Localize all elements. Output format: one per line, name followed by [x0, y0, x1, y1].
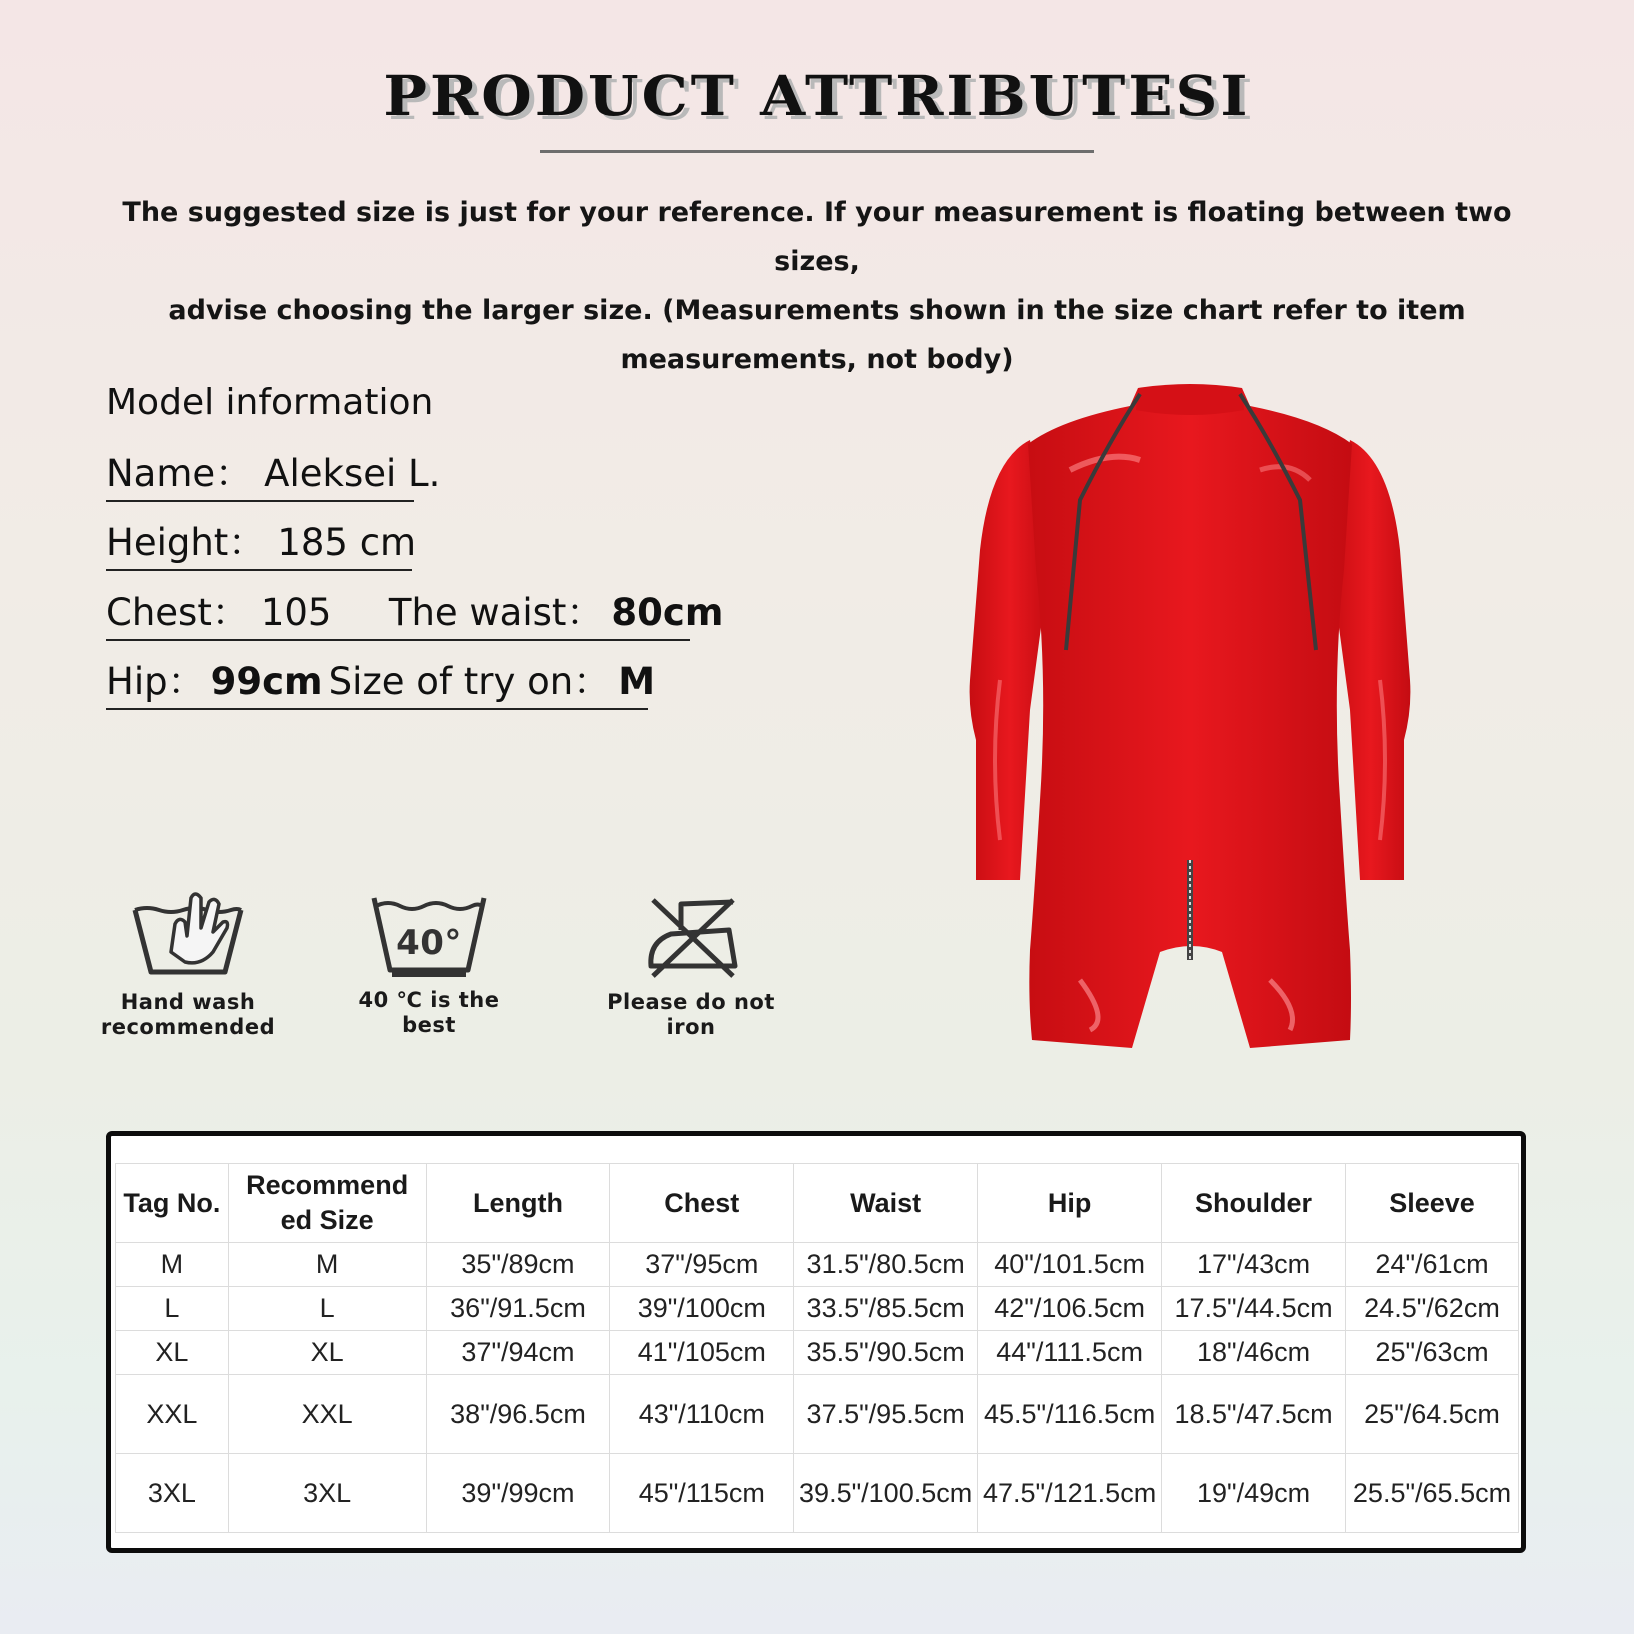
table-cell: 39"/99cm [426, 1454, 610, 1533]
model-waist-label: The waist： [388, 591, 604, 634]
wash-temperature-label: 40 ℃ is the best [358, 988, 500, 1037]
model-hip-label: Hip： [106, 660, 205, 703]
table-cell: 24"/61cm [1346, 1243, 1519, 1287]
size-note [120, 188, 1514, 384]
hand-wash-icon [129, 880, 247, 980]
table-cell: 31.5"/80.5cm [794, 1243, 978, 1287]
hand-wash-label-1: Hand wash [120, 990, 256, 1014]
model-tryon-value: M [618, 660, 656, 703]
table-cell: 33.5"/85.5cm [794, 1287, 978, 1331]
table-cell: XL [116, 1331, 229, 1375]
table-cell: 24.5"/62cm [1346, 1287, 1519, 1331]
model-name-label: Name： [106, 452, 253, 495]
table-cell: 37"/94cm [426, 1331, 610, 1375]
no-iron-label: Please do not iron [607, 990, 775, 1039]
header-shoulder: Shoulder [1162, 1164, 1346, 1243]
table-cell: 3XL [116, 1454, 229, 1533]
model-name-line [106, 448, 441, 502]
table-cell: 39"/100cm [610, 1287, 794, 1331]
model-height-line [106, 517, 417, 571]
model-hip-value: 99cm [210, 660, 323, 703]
table-cell: L [228, 1287, 426, 1331]
model-chest-label: Chest： [106, 591, 249, 634]
care-no-iron [580, 896, 802, 1040]
wash-40-degree-text: 40° [396, 923, 462, 963]
header-length: Length [426, 1164, 610, 1243]
product-image [960, 380, 1420, 1060]
size-table [115, 1163, 1519, 1533]
header-tag-no: Tag No. [116, 1164, 229, 1243]
table-cell: 45.5"/116.5cm [978, 1375, 1162, 1454]
wash-40-degree-icon [370, 892, 488, 978]
care-hand-wash [100, 880, 276, 1040]
table-cell: 18"/46cm [1162, 1331, 1346, 1375]
size-note-line-1: The suggested size is just for your reference. If your measurement is floating between two sizes, [122, 197, 1512, 277]
model-height-label: Height： [106, 521, 266, 564]
size-chart [106, 1131, 1526, 1553]
table-cell: 25"/64.5cm [1346, 1375, 1519, 1454]
table-cell: 37"/95cm [610, 1243, 794, 1287]
model-hip-size-line [106, 656, 656, 710]
table-cell: 45"/115cm [610, 1454, 794, 1533]
table-row [116, 1243, 1519, 1287]
table-cell: 19"/49cm [1162, 1454, 1346, 1533]
model-chest-value: 105 [260, 591, 332, 634]
header-waist: Waist [794, 1164, 978, 1243]
model-tryon-label: Size of try on： [328, 660, 611, 703]
table-cell: 17"/43cm [1162, 1243, 1346, 1287]
table-cell: 25"/63cm [1346, 1331, 1519, 1375]
table-row [116, 1454, 1519, 1533]
model-waist-value: 80cm [611, 591, 724, 634]
table-header-row [116, 1164, 1519, 1243]
table-cell: L [116, 1287, 229, 1331]
no-iron-icon [641, 896, 741, 980]
table-cell: 47.5"/121.5cm [978, 1454, 1162, 1533]
table-cell: 44"/111.5cm [978, 1331, 1162, 1375]
table-cell: XXL [228, 1375, 426, 1454]
table-cell: 17.5"/44.5cm [1162, 1287, 1346, 1331]
care-wash-temperature [330, 892, 528, 1038]
table-cell: 18.5"/47.5cm [1162, 1375, 1346, 1454]
table-cell: 39.5"/100.5cm [794, 1454, 978, 1533]
table-cell: XL [228, 1331, 426, 1375]
header-recommended-size: Recommend ed Size [228, 1164, 426, 1243]
table-cell: M [228, 1243, 426, 1287]
table-cell: 40"/101.5cm [978, 1243, 1162, 1287]
model-chest-waist-line [106, 587, 724, 641]
table-cell: 38"/96.5cm [426, 1375, 610, 1454]
header-hip: Hip [978, 1164, 1162, 1243]
table-row [116, 1287, 1519, 1331]
table-cell: 25.5"/65.5cm [1346, 1454, 1519, 1533]
table-cell: M [116, 1243, 229, 1287]
table-row [116, 1375, 1519, 1454]
page-title: PRODUCT ATTRIBUTESI [383, 63, 1251, 129]
model-name-value: Aleksei L. [264, 452, 441, 495]
table-cell: 41"/105cm [610, 1331, 794, 1375]
model-height-value: 185 cm [277, 521, 417, 564]
table-cell: 35"/89cm [426, 1243, 610, 1287]
table-cell: XXL [116, 1375, 229, 1454]
table-cell: 42"/106.5cm [978, 1287, 1162, 1331]
model-info-title: Model information [106, 382, 434, 423]
table-cell: 37.5"/95.5cm [794, 1375, 978, 1454]
table-cell: 3XL [228, 1454, 426, 1533]
header-sleeve: Sleeve [1346, 1164, 1519, 1243]
header-chest: Chest [610, 1164, 794, 1243]
table-row [116, 1331, 1519, 1375]
table-cell: 43"/110cm [610, 1375, 794, 1454]
size-note-line-3: measurements, not body) [620, 344, 1014, 375]
title-divider [540, 150, 1094, 153]
size-note-line-2: advise choosing the larger size. (Measurements shown in the size chart refer to item [168, 295, 1466, 326]
table-cell: 35.5"/90.5cm [794, 1331, 978, 1375]
hand-wash-label-2: recommended [100, 1015, 276, 1039]
table-cell: 36"/91.5cm [426, 1287, 610, 1331]
